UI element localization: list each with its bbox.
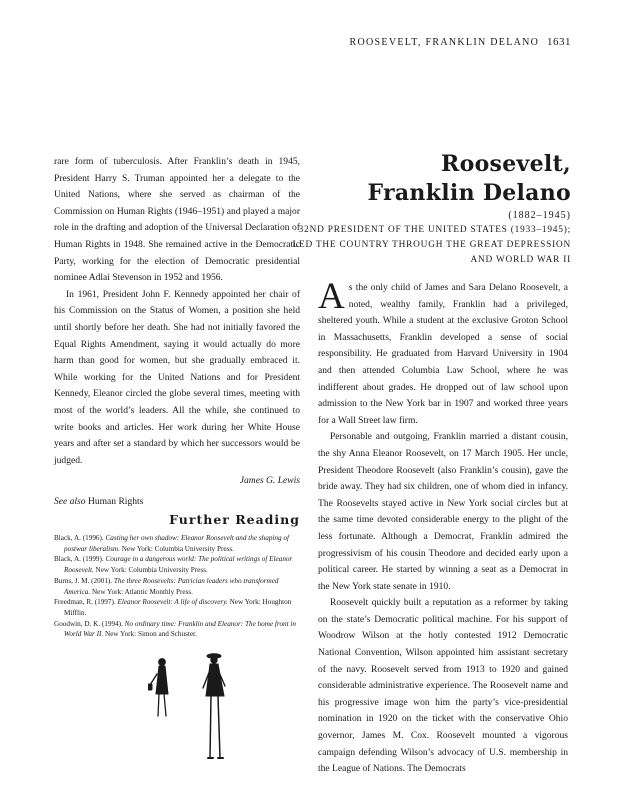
see-also-label: See also [54, 495, 86, 507]
see-also [54, 494, 300, 511]
first-paragraph-text: s the only child of James and Sara Delano Roosevelt, a noted, wealthy family, Franklin had a privileged, sheltered youth. While a student at the exclusive Groton School in Massachusetts, Franklin developed a sense of social responsibility. He graduated from Harvard University in 1904 and then attended Columbia Law School, where he was indifferent about grades. He dropped out of law school upon admission to the New York bar in 1907 and worked three years for a Wall Street law firm. [318, 282, 568, 426]
ref-publisher: New York: Columbia University Press. [121, 544, 234, 553]
reference-item [54, 533, 302, 554]
page-number: 1631 [547, 36, 571, 48]
woman-figure-icon [148, 659, 168, 716]
see-also-topic: Human Rights [87, 495, 144, 507]
ref-title: Eleanor Roosevelt: A life of discovery. [117, 598, 228, 607]
ref-author: Freedman, R. (1997). [54, 598, 116, 607]
entry-dates: (1882–1945) [508, 210, 571, 221]
decorative-figures-illustration [148, 652, 246, 764]
ref-publisher: New York: Houghton Mifflin. [64, 598, 292, 617]
entry-paragraph: Personable and outgoing, Franklin married a distant cousin, the shy Anna Eleanor Roosevelt, on 17 March 1905. Her uncle, President Theodore Roosevelt (also Franklin’s cousin), gave the bride away. They had six children, one of whom died in infancy. The Roosevelts stayed active in New York social circles but at the same time devoted considerable energy to the plight of the less fortunate. Although a Democrat, Franklin admired the progressivism of his cousin Theodore and decided early upon a political career. He started by winning a seat as a Democrat in the New York state senate in 1910. [318, 431, 568, 592]
reference-item [54, 554, 302, 575]
ref-title: Casting her own shadow: Eleanor Roosevelt and the shaping of postwar liberalism. [64, 534, 289, 553]
left-paragraph: rare form of tuberculosis. After Franklin’s death in 1945, President Harry S. Truman appointed her a delegate to the United Nations, where she served as chairman of the Commission on Human Rights (1946–1951) and played a major role in the drafting and adoption of the Universal Declaration of Human Rights in 1948. She remained active in the Democratic Party, working for the election of Democratic presidential nominee Adlai Stevenson in 1952 and 1956. [54, 156, 300, 284]
author-signature: James G. Lewis [239, 475, 300, 487]
entry-first-paragraph [318, 276, 568, 429]
left-paragraph: In 1961, President John F. Kennedy appointed her chair of his Commission on the Status of Women, a position she held until shortly before her death. She had not initially favored the Equal Rights Amendment, saying it would actually do more harm than good for women, but she gradually embraced it. While working for the United Nations and for President Kennedy, Eleanor circled the globe several times, meeting with most of the world’s leaders. All the while, she continued to write books and articles. Her work during her White House years and after set a standard by which her successors would be judged. [54, 288, 300, 466]
entry-title [367, 150, 571, 208]
left-column [54, 154, 300, 510]
drop-cap: A [318, 276, 345, 317]
reference-list [54, 533, 302, 640]
ref-title: No ordinary time: Franklin and Eleanor: The home front in World War II. [64, 619, 297, 639]
ref-publisher: New York: Columbia University Press. [95, 566, 208, 575]
ref-title: Courage in a dangerous world: The political writings of Eleanor Roosevelt. [64, 555, 293, 575]
ref-author: Burns, J. M. (2001). [54, 576, 113, 585]
ref-publisher: New York: Atlantic Monthly Press. [91, 587, 193, 596]
entry-subtitle: 32ND PRESIDENT OF THE UNITED STATES (1933–1945); LED THE COUNTRY THROUGH THE GREAT DEPRESSION AND WORLD WAR II [292, 225, 571, 265]
ref-author: Goodwin, D. K. (1994). [54, 619, 123, 628]
right-column [318, 276, 568, 778]
woman-with-hat-figure-icon [203, 654, 225, 758]
entry-title-line2: Franklin Delano [367, 180, 571, 206]
ref-author: Black, A. (1996). [54, 534, 104, 542]
ref-publisher: New York: Simon and Schuster. [105, 630, 197, 639]
ref-title: The three Roosevelts: Patrician leaders who transformed America. [64, 576, 279, 596]
reference-item [54, 619, 302, 640]
reference-item [54, 597, 302, 618]
entry-title-line1: Roosevelt, [441, 151, 571, 177]
entry-paragraph: Roosevelt quickly built a reputation as a reformer by taking on the state’s Democratic political machine. For his support of Woodrow Wilson at the hotly contested 1912 Democratic National Convention, Wilson appointed him assistant secretary of the navy. Roosevelt served from 1913 to 1920 and gained considerable administrative experience. The Roosevelt name and his progressive image won him the party’s vice-presidential nomination in 1920 on the ticket with the conservative Ohio governor, James M. Cox. Roosevelt mounted a vigorous campaign defending Wilson’s advocacy of U.S. membership in the League of Nations. The Democrats [318, 597, 568, 775]
further-reading-heading: Further Reading [169, 512, 300, 527]
running-title: ROOSEVELT, FRANKLIN DELANO [349, 37, 540, 48]
reference-item [54, 576, 302, 597]
ref-author: Black, A. (1999). [54, 555, 104, 564]
running-head [350, 36, 571, 48]
